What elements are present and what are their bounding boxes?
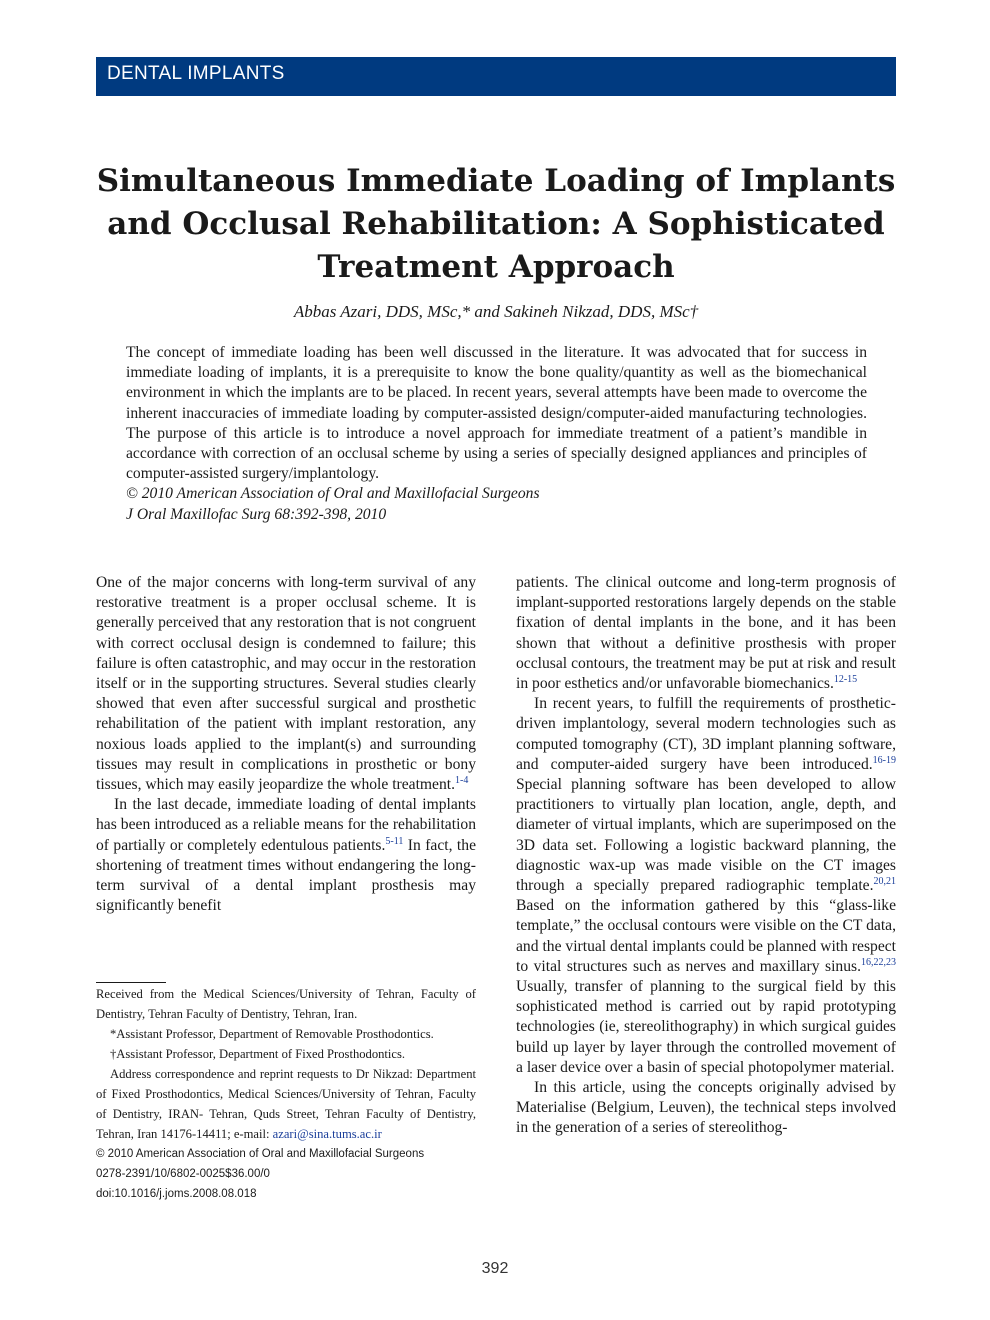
body-column-right [516,573,896,1139]
section-label: DENTAL IMPLANTS [107,63,285,84]
body-paragraph [516,694,896,1078]
abstract [126,343,867,525]
paragraph-text: In fact, the shortening of treatment times without endangering the long-term survival of a dental implant prosthesis may significantly benefit [96,836,476,915]
footnotes [96,984,476,1204]
body-paragraph [516,573,896,694]
address-text: Address correspondence and reprint requests to Dr Nikzad: Department of Fixed Prosthodontics, Medical Sciences/University of Tehran, Faculty of Dentistry, IRAN- Tehran, Quds Street, Tehran Faculty of Dentistry, Tehran, Iran 14176-14411; e-mail: [96,1067,476,1141]
footnote-address [96,1064,476,1144]
paragraph-text: In recent years, to fulfill the requirements of prosthetic-driven implantology, several modern technologies such as computed tomography (CT), 3D implant planning software, and computer-aided surgery have been introduced. [516,695,896,773]
reference-link[interactable]: 5-11 [385,835,404,847]
paragraph-text: patients. The clinical outcome and long-term prognosis of implant-supported restorations largely depends on the stable fixation of dental implants in the bone, and it has been shown that without a definitive prosthesis with proper occlusal contours, the treatment may be put at risk and result in poor esthetics and/or unfavorable biomechanics. [516,574,896,693]
abstract-text: The concept of immediate loading has been well discussed in the literature. It was advocated that for success in immediate loading of implants, it is a prerequisite to know the bone quality/quantity as well as the biomechanical environment in which the implants are to be placed. In recent years, several attempts have been made to overcome the inherent inaccuracies of immediate loading by computer-assisted design/computer-aided manufacturing technologies. The purpose of this article is to introduce a novel approach for immediate treatment of a patient’s mandible in accordance with correction of an occlusal scheme by using a series of specially designed appliances and principles of computer-assisted surgery/implantology. [126,344,867,483]
reference-link[interactable]: 20,21 [873,875,896,887]
reference-link[interactable]: 1-4 [454,774,469,786]
abstract-citation: J Oral Maxillofac Surg 68:392-398, 2010 [126,505,387,523]
reference-link[interactable]: 16-19 [872,754,896,766]
paragraph-text: One of the major concerns with long-term survival of any restorative treatment is a proper occlusal scheme. It is generally perceived that any restoration that is not congruent with correct occlusal design is condemned to failure; this failure is often catastrophic, and may occur in the restoration itself or in the supporting structures. Several studies clearly showed that even after successful surgical and prosthetic rehabilitation of the patient with implant restoration, any noxious loads applied to the implant(s) and surrounding tissues may result in complications in prosthetic or bony tissues, which may easily jeopardize the whole treatment. [96,574,476,794]
paragraph-text: Based on the information gathered by this “glass-like template,” the occlusal contours were visible on the CT data, and the virtual dental implants could be planned with respect to vital structures such as nerves and maxillary sinus. [516,897,896,975]
footnote-copyright: © 2010 American Association of Oral and Maxillofacial Surgeons [96,1148,425,1160]
section-banner [96,57,896,96]
footnote-doi[interactable]: doi:10.1016/j.joms.2008.08.018 [96,1188,257,1200]
footnote-received: Received from the Medical Sciences/University of Tehran, Faculty of Dentistry, Tehran Faculty of Dentistry, Tehran, Iran. [96,987,476,1021]
body-paragraph [96,573,476,795]
article-title: Simultaneous Immediate Loading of Implants and Occlusal Rehabilitation: A Sophisticated Treatment Approach [96,163,896,285]
reference-link[interactable]: 12-15 [833,673,858,685]
reference-link[interactable]: 16,22,23 [861,956,896,968]
page-number: 392 [481,1260,509,1277]
email-link[interactable]: azari@sina.tums.ac.ir [272,1127,382,1141]
body-paragraph [96,795,476,916]
footnote-author2: †Assistant Professor, Department of Fixed Prosthodontics. [110,1047,406,1061]
paragraph-text: In the last decade, immediate loading of dental implants has been introduced as a reliable means for the rehabilitation of partially or completely edentulous patients. [96,796,476,854]
abstract-copyright: © 2010 American Association of Oral and Maxillofacial Surgeons [126,485,540,503]
footnote-issn: 0278-2391/10/6802-0025$36.00/0 [96,1168,270,1180]
paragraph-text: Special planning software has been developed to allow practitioners to virtually plan location, angle, depth, and diameter of virtual implants, which are superimposed on the 3D data set. Following a logistic backward planning, the diagnostic wax-up was made visible on the CT images through a specially prepared radiographic template. [516,776,896,895]
footnote-divider [96,982,166,983]
body-column-left [96,573,476,916]
article-authors: Abbas Azari, DDS, MSc,* and Sakineh Nikzad, DDS, MSc† [293,302,699,321]
body-paragraph: In this article, using the concepts originally advised by Materialise (Belgium, Leuven), the technical steps involved in the generation of a series of stereolithog- [516,1079,896,1137]
footnote-author1: *Assistant Professor, Department of Removable Prosthodontics. [110,1027,434,1041]
paragraph-text: Usually, transfer of planning to the surgical field by this sophisticated method is carried out by rapid prototyping technologies (ie, stereolithography) in which surgical guides build up layer by layer through the controlled movement of a laser device over a basin of special photopolymer material. [516,978,896,1076]
